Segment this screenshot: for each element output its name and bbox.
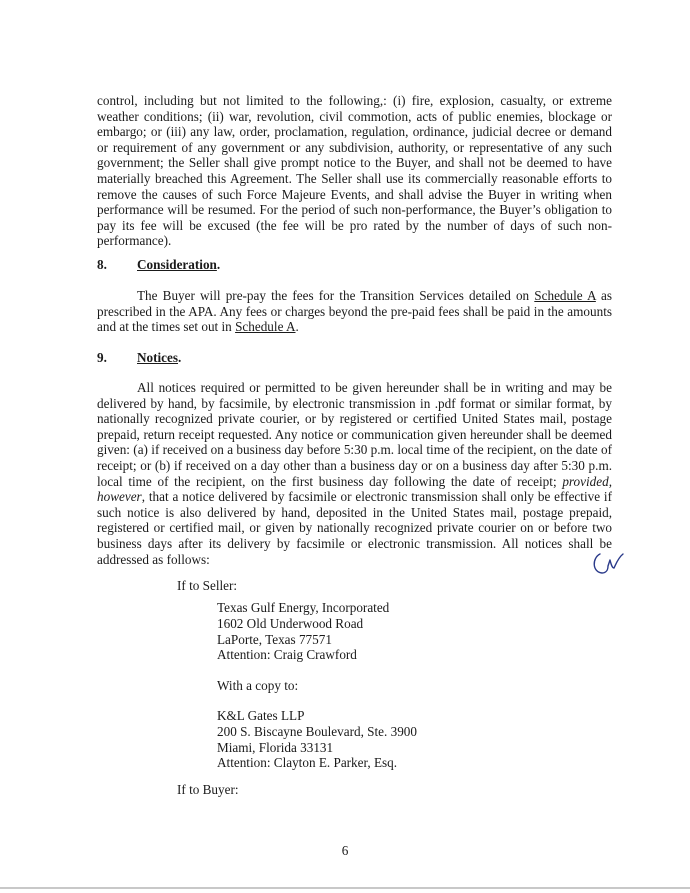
schedule-a-reference: Schedule A [235,319,296,335]
section-8-title-punct: . [216,257,221,272]
seller-address [217,600,389,663]
section-8-body [97,288,612,335]
page-bottom-edge [0,887,690,889]
section-9-title: Notices [137,350,179,365]
section-8-number: 8. [97,257,107,272]
with-copy-label: With a copy to: [217,678,299,693]
section-8-title: Consideration [137,257,217,272]
section-9-number: 9. [97,350,107,365]
section-9-proviso: provided, however [97,473,612,505]
seller-street: 1602 Old Underwood Road [217,615,364,631]
copy-firm: K&L Gates LLP [217,708,305,723]
section-9-text-a: All notices required or permitted to be given hereunder shall be in writing and may be delivered by hand, by facsimile, by electronic transmission in .pdf format or similar format, by nationally recognized private courier, or by registered or certified United States mail, postage prepaid, return receipt requested. Any notice or communication given hereunder shall be deemed given: (a) if received on a business day before 5:30 p.m. local time of the recipient, on the date of receipt; or (b) if received on a day other than a business day or on a business day after 5:30 p.m. local time of the recipient, on the first business day following the date of receipt; [97,380,612,489]
schedule-a-reference: Schedule A [534,288,596,303]
section-7-continuation: control, including but not limited to the following,: (i) fire, explosion, casualty, or extreme weather conditions; (ii) war, revolution, civil commotion, acts of public enemies, blockage or embargo; or (iii) any law, order, proclamation, regulation, ordinance, judicial decree or demand or requirement of any government or any subdivision, authority, or representative of any such government; the Seller shall give prompt notice to the Buyer, and shall not be deemed to have materially breached this Agreement. The Seller shall use its commercially reasonable efforts to remove the causes of such Force Majeure Events, and shall advise the Buyer in writing when performance will be resumed. For the period of such non-performance, the Buyer’s obligation to pay its fee will be excused (the fee will be pro rated by the number of days of such non-performance). [97,93,612,249]
if-to-buyer-label: If to Buyer: [177,782,239,797]
handwritten-initials [590,548,626,578]
section-9-title-punct: . [178,350,182,365]
seller-attention: Attention: Craig Crawford [217,647,357,663]
copy-street: 200 S. Biscayne Boulevard, Ste. 3900 [217,723,417,739]
section-8-text-c: . [295,319,299,335]
copy-city: Miami, Florida 33131 [217,739,334,755]
section-8-heading [97,257,220,273]
section-8-text-a: The Buyer will pre-pay the fees for the Transition Services detailed on [137,288,535,303]
section-9-body [97,380,612,567]
section-9-heading [97,350,181,366]
seller-company: Texas Gulf Energy, Incorporated [217,600,390,615]
section-9-text-b: , that a notice delivered by facsimile or electronic transmission shall only be effective if such notice is also delivered by hand, deposited in the United States mail, postage prepaid, registered or certified mail, or given by nationally recognized private courier on or before two business days after its delivery by facsimile or electronic transmission. All notices shall be addressed as follows: [97,489,612,567]
copy-address [217,708,417,771]
seller-city: LaPorte, Texas 77571 [217,631,332,647]
copy-attention: Attention: Clayton E. Parker, Esq. [217,755,398,771]
section-8-text-b: as prescribed in the APA. Any fees or charges beyond the pre-paid fees shall be paid in the amounts and at the times set out in [97,288,612,335]
if-to-seller-label: If to Seller: [177,578,238,593]
page-number: 6 [341,843,349,858]
